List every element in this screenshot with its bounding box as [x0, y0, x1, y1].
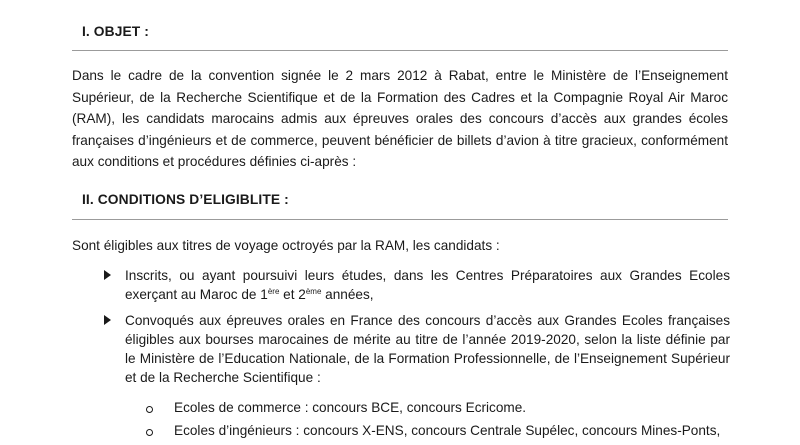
bullet-1-text-a: exerçant au Maroc de 1: [125, 287, 268, 302]
sub-list-item: Ecoles de commerce : concours BCE, concours Ecricome.: [174, 400, 527, 415]
section-title-objet: I. OBJET :: [82, 24, 149, 39]
bullet-arrow-icon: [104, 315, 111, 325]
superscript: ère: [267, 287, 280, 296]
bullet-arrow-icon: [104, 270, 111, 280]
list-item: [125, 266, 730, 304]
circle-bullet-icon: [146, 429, 153, 436]
section-divider: [72, 219, 728, 220]
bullet-1-text-c: années,: [321, 287, 374, 302]
conditions-intro: Sont éligibles aux titres de voyage octroyés par la RAM, les candidats :: [72, 238, 500, 253]
bullet-1-line-2: [125, 285, 730, 304]
superscript: ème: [305, 287, 322, 296]
objet-paragraph: Dans le cadre de la convention signée le 2 mars 2012 à Rabat, entre le Ministère de l’Enseignement Supérieur, de la Recherche Scientifique et de la Formation des Cadres et la Compagnie Royal Air Maroc (RAM), les candidats marocains admis aux épreuves orales des concours d’accès aux grandes écoles françaises d’ingénieurs et de commerce, peuvent bénéficier de billets d’avion à titre gracieux, conformément aux conditions et procédures définies ci-après :: [72, 68, 728, 170]
sub-list-item: Ecoles d’ingénieurs : concours X-ENS, concours Centrale Supélec, concours Mines-Ponts,: [174, 423, 721, 438]
circle-bullet-icon: [146, 406, 153, 413]
bullet-1-text-b: et 2: [279, 287, 306, 302]
section-divider: [72, 50, 728, 51]
section-title-conditions: II. CONDITIONS D’ELIGIBLITE :: [82, 192, 289, 207]
bullet-1-line-1: Inscrits, ou ayant poursuivi leurs études, dans les Centres Préparatoires aux Grandes Ecoles: [125, 268, 730, 283]
list-item: Convoqués aux épreuves orales en France des concours d’accès aux Grandes Ecoles françaises éligibles aux bourses marocaines de mérite au titre de l’année 2019-2020, selon la liste définie par le Ministère de l’Education Nationale, de la Formation Professionnelle, de l’Enseignement Supérieur et de la Recherche Scientifique :: [125, 313, 730, 385]
